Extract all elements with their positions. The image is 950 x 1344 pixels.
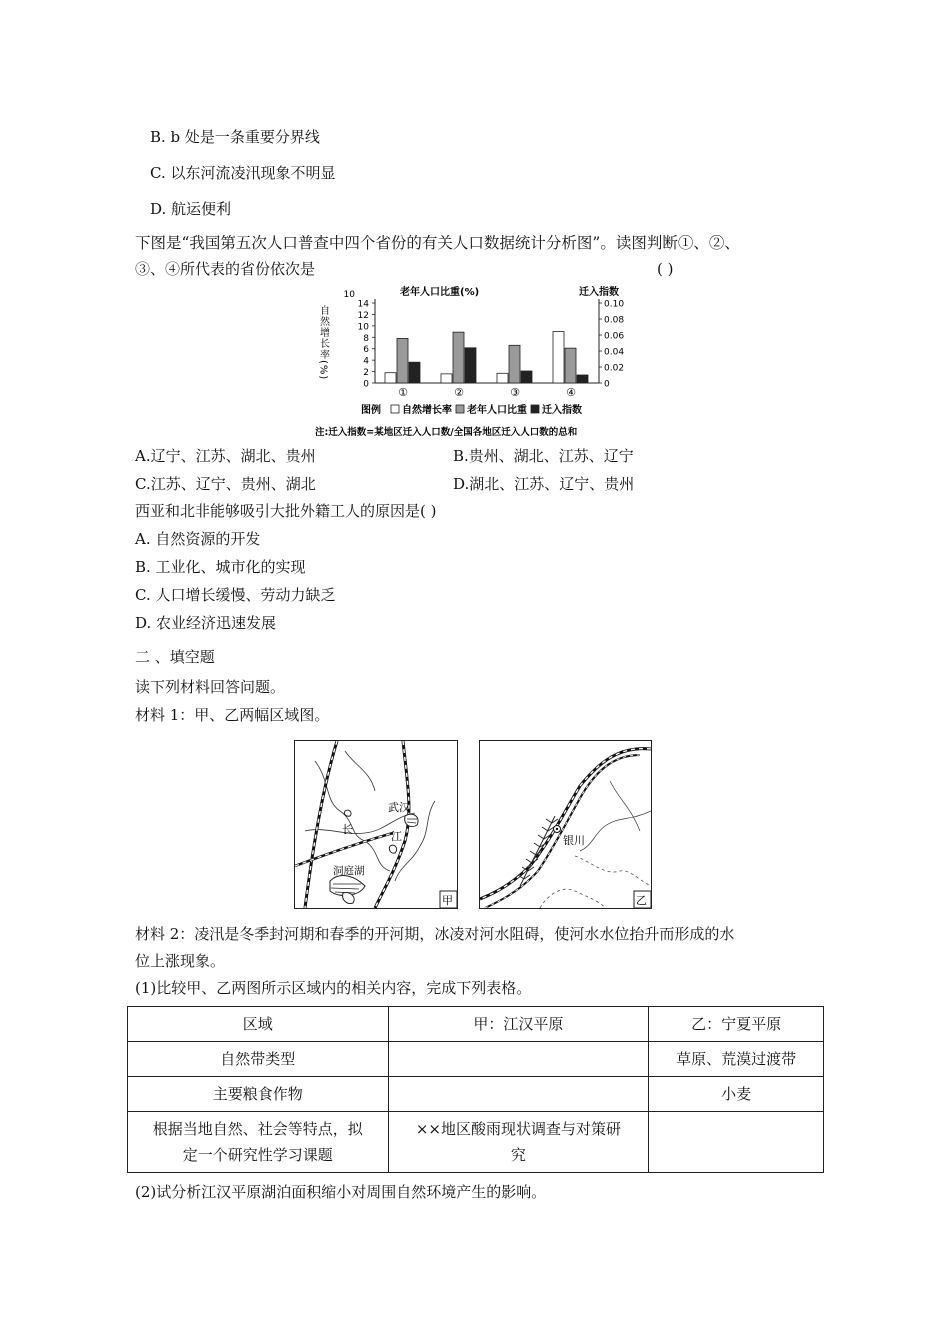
material-1: 材料 1：甲、乙两幅区域图。: [135, 706, 330, 724]
map-corner-label: 甲: [442, 894, 453, 907]
left-top-axis-title: 老年人口比重(%): [400, 287, 480, 298]
right-tick-label: 0.08: [604, 315, 625, 326]
instruction: 读下列材料回答问题。: [135, 678, 286, 696]
bar-1: [385, 373, 396, 383]
left-axis-title: 自然增长率(%): [317, 305, 329, 381]
cell-text-line: 根据当地自然、社会等特点，拟: [152, 1120, 363, 1138]
bar-1: [497, 373, 508, 383]
table-row: [128, 1077, 824, 1112]
left-tick-label: 14: [357, 299, 369, 310]
right-tick-label: 0.02: [604, 363, 625, 374]
left-tick-label: 6: [363, 345, 369, 356]
label-jiang: 江: [391, 830, 402, 843]
legend-swatch-1: [391, 405, 399, 413]
label-yinchuan: 银川: [563, 834, 585, 847]
legend-swatch-3: [531, 405, 539, 413]
right-tick-label: 0.04: [604, 347, 625, 358]
comparison-table: [127, 1006, 824, 1173]
answer-cell[interactable]: [388, 1077, 649, 1112]
option-c: C. 人口增长缓慢、劳动力缺乏: [135, 586, 336, 604]
table-cell: 乙：宁夏平原: [649, 1007, 824, 1042]
left-tick-label: 10: [357, 322, 369, 333]
table-cell: 甲：江汉平原: [388, 1007, 649, 1042]
sub-question-2: (2)试分析江汉平原湖泊面积缩小对周围自然环境产生的影响。: [135, 1183, 547, 1201]
bar-2: [453, 332, 464, 383]
question-stem-line2: ③、④所代表的省份依次是: [135, 260, 316, 278]
table-cell: [388, 1112, 649, 1173]
section-heading: 二 、填空题: [135, 648, 215, 666]
label-chang: 长: [342, 823, 353, 836]
cell-text-line: ××地区酸雨现状调查与对策研: [415, 1120, 621, 1138]
answer-cell[interactable]: [649, 1112, 824, 1173]
map-ningxia: [479, 740, 652, 909]
bar-1: [441, 374, 452, 383]
population-bar-chart: [315, 283, 655, 443]
table-cell: 小麦: [649, 1077, 824, 1112]
left-top-tick-label: 10: [343, 290, 355, 300]
cell-text-line: 究: [510, 1146, 526, 1164]
bar-3: [577, 375, 588, 383]
legend-swatch-2: [456, 405, 464, 413]
left-tick-label: 4: [363, 356, 369, 367]
option-d: D. 农业经济迅速发展: [135, 614, 277, 632]
legend-label-1: 自然增长率: [402, 405, 452, 416]
option-c: C. 以东河流凌汛现象不明显: [150, 164, 336, 182]
legend-title: 图例: [361, 405, 381, 416]
option-a: A. 自然资源的开发: [135, 530, 261, 548]
cell-text-line: 定一个研究性学习课题: [182, 1146, 333, 1164]
material-2-line2: 位上涨现象。: [135, 952, 226, 970]
right-tick-label: 0: [604, 379, 610, 390]
bar-1: [553, 332, 564, 383]
table-row: [128, 1112, 824, 1173]
option-a: A.辽宁、江苏、湖北、贵州: [135, 447, 316, 465]
map-corner-label: 乙: [636, 894, 647, 907]
bar-3: [409, 362, 420, 383]
table-cell: 主要粮食作物: [128, 1077, 389, 1112]
category-label: ③: [510, 386, 520, 399]
chart-note: 注:迁入指数=某地区迁入人口数/全国各地区迁入人口数的总和: [315, 427, 578, 438]
left-tick-label: 2: [363, 368, 369, 379]
sub-question-1: (1)比较甲、乙两图所示区域内的相关内容，完成下列表格。: [135, 979, 532, 997]
right-tick-label: 0.06: [604, 331, 625, 342]
legend-label-2: 老年人口比重: [467, 405, 527, 416]
map-jianghan: [294, 740, 458, 909]
category-label: ②: [454, 386, 464, 399]
label-wuhan: 武汉: [388, 801, 410, 814]
option-b: B. 工业化、城市化的实现: [135, 558, 306, 576]
bar-3: [521, 371, 532, 383]
table-row: [128, 1042, 824, 1077]
bar-2: [509, 345, 520, 383]
question-stem: 西亚和北非能够吸引大批外籍工人的原因是( ): [135, 502, 437, 520]
left-tick-label: 8: [363, 333, 369, 344]
table-cell: [128, 1112, 389, 1173]
category-label: ①: [398, 386, 408, 399]
table-cell: 草原、荒漠过渡带: [649, 1042, 824, 1077]
bar-2: [565, 348, 576, 383]
right-tick-label: 0.10: [604, 299, 625, 310]
left-tick-label: 12: [357, 310, 369, 321]
table-row: [128, 1007, 824, 1042]
question-stem-line1: 下图是“我国第五次人口普查中四个省份的有关人口数据统计分析图”。读图判断①、②、: [135, 234, 740, 252]
option-d: D. 航运便利: [150, 200, 232, 218]
bar-2: [397, 338, 408, 383]
option-b: B.贵州、湖北、江苏、辽宁: [453, 447, 634, 465]
table-cell: 自然带类型: [128, 1042, 389, 1077]
material-2-line1: 材料 2：凌汛是冬季封河期和春季的开河期，冰凌对河水阻碍，使河水水位抬升而形成的水: [135, 925, 735, 943]
left-tick-label: 0: [363, 379, 369, 390]
option-d: D.湖北、江苏、辽宁、贵州: [453, 475, 635, 493]
option-b: B. b 处是一条重要分界线: [150, 128, 320, 146]
answer-parentheses: ( ): [657, 260, 674, 278]
option-c: C.江苏、辽宁、贵州、湖北: [135, 475, 316, 493]
label-dongting: 洞庭湖: [333, 865, 365, 877]
right-axis-title: 迁入指数: [579, 287, 619, 298]
answer-cell[interactable]: [388, 1042, 649, 1077]
category-label: ④: [566, 386, 576, 399]
table-cell: 区域: [128, 1007, 389, 1042]
bar-3: [465, 348, 476, 383]
legend-label-3: 迁入指数: [542, 405, 582, 416]
